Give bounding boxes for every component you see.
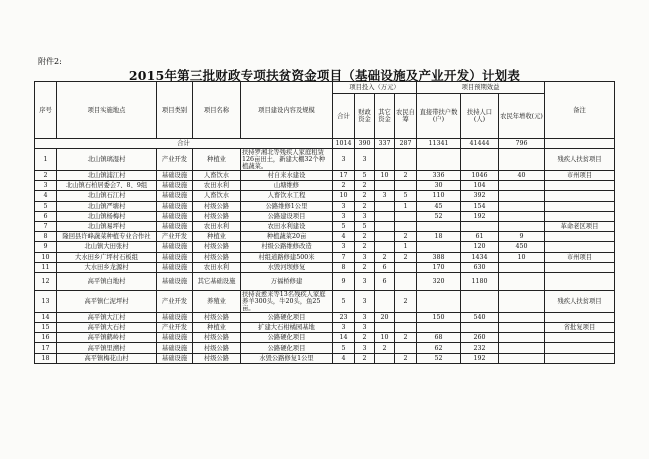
row-remarks (545, 232, 615, 242)
row-category: 基础设施 (157, 262, 193, 272)
row-name: 种植业 (193, 323, 241, 333)
row-inv-farmer: 5 (395, 191, 417, 201)
total-cell: 1014 (333, 139, 355, 149)
row-inv-farmer (395, 272, 417, 290)
row-seq: 2 (35, 171, 57, 181)
row-inv-total: 3 (333, 211, 355, 221)
row-inv-fiscal: 3 (355, 343, 375, 353)
row-households (417, 221, 461, 231)
header-remarks: 备注 (545, 82, 615, 139)
row-inv-farmer: 2 (395, 171, 417, 181)
row-location: 隆回县许峰蔬菜种植专业合作社 (57, 232, 157, 242)
row-inv-farmer (395, 323, 417, 333)
header-benefit-households: 直接带扶户数(户) (417, 94, 461, 139)
row-inv-farmer (395, 149, 417, 171)
row-households: 30 (417, 181, 461, 191)
row-content: 万福桥修建 (241, 272, 333, 290)
page-title: 2015年第三批财政专项扶贫资金项目（基础设施及产业开发）计划表 (128, 68, 521, 83)
row-remarks (545, 272, 615, 290)
row-inv-total: 7 (333, 252, 355, 262)
header-inv-other: 其它资金 (375, 94, 395, 139)
row-inv-fiscal: 5 (355, 171, 375, 181)
row-content: 村组道路修建500米 (241, 252, 333, 262)
row-people: 260 (461, 333, 499, 343)
table-row (35, 262, 615, 272)
row-location: 北山镇石江村 (57, 191, 157, 201)
row-people: 61 (461, 232, 499, 242)
row-category: 基础设施 (157, 272, 193, 290)
row-income (499, 181, 545, 191)
row-households (417, 323, 461, 333)
row-name: 种植业 (193, 232, 241, 242)
row-name: 村级公路 (193, 242, 241, 252)
row-inv-total: 23 (333, 312, 355, 322)
row-households: 45 (417, 201, 461, 211)
header-location: 项目实施地点 (57, 82, 157, 139)
row-inv-fiscal: 2 (355, 191, 375, 201)
row-name: 村级公路 (193, 343, 241, 353)
row-remarks (545, 181, 615, 191)
row-name: 村级公路 (193, 252, 241, 262)
row-category: 基础设施 (157, 312, 193, 322)
row-income (499, 333, 545, 343)
row-inv-total: 3 (333, 323, 355, 333)
row-inv-farmer: 2 (395, 333, 417, 343)
row-location: 北山镇石柏居委会7、8、9组 (57, 181, 157, 191)
row-content: 公路硬化项目 (241, 333, 333, 343)
row-people (461, 323, 499, 333)
header-investment: 项目投入（万元） (333, 82, 417, 94)
row-inv-fiscal: 2 (355, 353, 375, 363)
row-income (499, 353, 545, 363)
row-remarks (545, 312, 615, 322)
total-label: 合计 (35, 139, 333, 149)
row-inv-total: 10 (333, 191, 355, 201)
row-content: 水毁公路修复1公里 (241, 353, 333, 363)
row-inv-total: 3 (333, 149, 355, 171)
row-seq: 7 (35, 221, 57, 231)
header-benefit: 项目预期效益 (417, 82, 545, 94)
row-people: 630 (461, 262, 499, 272)
row-content: 人畜饮水工程 (241, 191, 333, 201)
row-name: 村级公路 (193, 211, 241, 221)
row-name: 人畜饮水 (193, 191, 241, 201)
row-income (499, 149, 545, 171)
row-people: 232 (461, 343, 499, 353)
row-remarks: 残疾人扶贫项目 (545, 149, 615, 171)
row-seq: 4 (35, 191, 57, 201)
row-category: 基础设施 (157, 201, 193, 211)
row-content: 扩建大石柑橘园基地 (241, 323, 333, 333)
row-location: 高平镇大江村 (57, 312, 157, 322)
row-remarks (545, 333, 615, 343)
row-remarks (545, 191, 615, 201)
row-inv-fiscal: 3 (355, 312, 375, 322)
row-content: 农田水利建设 (241, 221, 333, 231)
row-seq: 6 (35, 211, 57, 221)
row-content: 种植蔬菜20亩 (241, 232, 333, 242)
row-remarks (545, 353, 615, 363)
row-inv-other: 2 (375, 343, 395, 353)
row-inv-farmer: 2 (395, 353, 417, 363)
row-remarks (545, 262, 615, 272)
row-inv-farmer: 1 (395, 242, 417, 252)
row-inv-total: 4 (333, 353, 355, 363)
table-row (35, 323, 615, 333)
row-inv-other: 6 (375, 262, 395, 272)
table-row (35, 181, 615, 191)
row-inv-total: 4 (333, 232, 355, 242)
row-name: 村级公路 (193, 333, 241, 343)
row-content: 公路维修1公里 (241, 201, 333, 211)
row-seq: 1 (35, 149, 57, 171)
row-inv-fiscal: 2 (355, 181, 375, 191)
row-inv-fiscal: 2 (355, 262, 375, 272)
row-category: 基础设施 (157, 181, 193, 191)
table-row (35, 312, 615, 322)
row-people: 120 (461, 242, 499, 252)
header-content: 项目建设内容及规模 (241, 82, 333, 139)
row-content: 村自来水建设 (241, 171, 333, 181)
row-inv-farmer (395, 221, 417, 231)
table-row (35, 333, 615, 343)
total-row (35, 139, 615, 149)
row-inv-fiscal: 3 (355, 149, 375, 171)
row-name: 人畜饮水 (193, 171, 241, 181)
row-name: 农田水利 (193, 221, 241, 231)
total-cell: 390 (355, 139, 375, 149)
row-remarks: 革命老区项目 (545, 221, 615, 231)
row-category: 产业开发 (157, 290, 193, 312)
row-income (499, 272, 545, 290)
table-row (35, 149, 615, 171)
header-inv-farmer: 农民自筹 (395, 94, 417, 139)
table-row (35, 290, 615, 312)
row-income (499, 201, 545, 211)
row-inv-total: 9 (333, 272, 355, 290)
row-seq: 17 (35, 343, 57, 353)
row-income (499, 262, 545, 272)
row-inv-farmer: 2 (395, 290, 417, 312)
row-location: 高平镇鹤岭村 (57, 333, 157, 343)
row-inv-fiscal: 2 (355, 242, 375, 252)
header-name: 项目名称 (193, 82, 241, 139)
row-households: 52 (417, 353, 461, 363)
row-category: 基础设施 (157, 191, 193, 201)
row-seq: 18 (35, 353, 57, 363)
row-content: 公路硬化项目 (241, 312, 333, 322)
row-people (461, 221, 499, 231)
row-remarks (545, 343, 615, 353)
row-remarks: 市州项目 (545, 252, 615, 262)
row-people: 1434 (461, 252, 499, 262)
row-seq: 16 (35, 333, 57, 343)
row-inv-farmer: 1 (395, 201, 417, 211)
row-inv-farmer (395, 312, 417, 322)
row-inv-other (375, 353, 395, 363)
row-people: 192 (461, 211, 499, 221)
row-income (499, 211, 545, 221)
row-seq: 13 (35, 290, 57, 312)
total-cell (545, 139, 615, 149)
table-row (35, 252, 615, 262)
row-households: 52 (417, 211, 461, 221)
row-households: 336 (417, 171, 461, 181)
row-income (499, 191, 545, 201)
row-income (499, 323, 545, 333)
row-inv-fiscal: 3 (355, 252, 375, 262)
row-inv-other: 10 (375, 333, 395, 343)
row-name: 村级公路 (193, 201, 241, 211)
attachment-label: 附件2: (38, 57, 62, 66)
row-inv-other: 10 (375, 171, 395, 181)
row-households: 62 (417, 343, 461, 353)
row-inv-other (375, 290, 395, 312)
row-inv-total: 17 (333, 171, 355, 181)
row-inv-other (375, 149, 395, 171)
row-inv-other: 3 (375, 191, 395, 201)
row-location: 北山镇大田张村 (57, 242, 157, 252)
total-cell: 796 (499, 139, 545, 149)
table-row (35, 232, 615, 242)
row-income (499, 312, 545, 322)
row-inv-other (375, 232, 395, 242)
row-inv-other (375, 201, 395, 211)
row-remarks (545, 242, 615, 252)
row-location: 大水田乡龙源村 (57, 262, 157, 272)
row-inv-fiscal: 3 (355, 323, 375, 333)
row-income: 40 (499, 171, 545, 181)
row-content: 村级公路维修改造 (241, 242, 333, 252)
row-content: 水毁河坝修复 (241, 262, 333, 272)
row-inv-farmer (395, 343, 417, 353)
row-category: 产业开发 (157, 149, 193, 171)
table-row (35, 191, 615, 201)
row-category: 基础设施 (157, 171, 193, 181)
table-row (35, 211, 615, 221)
row-content: 扶持罗湘北等残疾人家庭租赁126亩田土，新建大棚32个种植蔬菜。 (241, 149, 333, 171)
row-seq: 5 (35, 201, 57, 211)
row-name: 农田水利 (193, 181, 241, 191)
row-inv-fiscal: 3 (355, 272, 375, 290)
header-inv-total: 合计 (333, 94, 355, 139)
row-people (461, 149, 499, 171)
row-category: 基础设施 (157, 343, 193, 353)
row-inv-total: 2 (333, 181, 355, 191)
row-seq: 14 (35, 312, 57, 322)
row-inv-other: 2 (375, 252, 395, 262)
row-households: 18 (417, 232, 461, 242)
row-households: 170 (417, 262, 461, 272)
table-row (35, 343, 615, 353)
total-cell: 11341 (417, 139, 461, 149)
table-row (35, 221, 615, 231)
row-location: 高平镇仁泥坪村 (57, 290, 157, 312)
row-remarks: 残疾人扶贫项目 (545, 290, 615, 312)
row-inv-farmer: 2 (395, 232, 417, 242)
table-row (35, 272, 615, 290)
row-category: 产业开发 (157, 323, 193, 333)
row-location: 高平镇里溯村 (57, 343, 157, 353)
row-people: 154 (461, 201, 499, 211)
row-people: 192 (461, 353, 499, 363)
row-inv-total: 5 (333, 343, 355, 353)
row-income: 10 (499, 252, 545, 262)
row-inv-fiscal: 3 (355, 211, 375, 221)
row-name: 村级公路 (193, 312, 241, 322)
row-income: 9 (499, 232, 545, 242)
row-content: 公路建设项目 (241, 211, 333, 221)
total-cell: 41444 (461, 139, 499, 149)
row-inv-fiscal: 3 (355, 290, 375, 312)
header-seq: 序号 (35, 82, 57, 139)
row-seq: 8 (35, 232, 57, 242)
row-people: 392 (461, 191, 499, 201)
row-households: 110 (417, 191, 461, 201)
row-inv-fiscal: 5 (355, 221, 375, 231)
table-row (35, 353, 615, 363)
row-inv-other (375, 221, 395, 231)
row-inv-total: 3 (333, 242, 355, 252)
header-inv-fiscal: 财政资金 (355, 94, 375, 139)
row-inv-total: 5 (333, 290, 355, 312)
row-inv-other: 6 (375, 272, 395, 290)
row-inv-total: 5 (333, 221, 355, 231)
row-income (499, 343, 545, 353)
row-households: 150 (417, 312, 461, 322)
row-content: 山塘维修 (241, 181, 333, 191)
row-income (499, 221, 545, 231)
row-remarks (545, 201, 615, 211)
row-content: 扶持袁愈来等13名残疾人家庭养羊300头，牛20头，鱼25亩。 (241, 290, 333, 312)
row-seq: 10 (35, 252, 57, 262)
row-inv-total: 8 (333, 262, 355, 272)
row-people: 104 (461, 181, 499, 191)
row-inv-farmer: 2 (395, 252, 417, 262)
row-inv-other (375, 323, 395, 333)
row-content: 公路硬化项目 (241, 343, 333, 353)
row-location: 北山镇严塘村 (57, 201, 157, 211)
row-households (417, 149, 461, 171)
header-benefit-people: 扶持人口(人) (461, 94, 499, 139)
row-seq: 12 (35, 272, 57, 290)
row-category: 基础设施 (157, 353, 193, 363)
row-people (461, 290, 499, 312)
row-category: 基础设施 (157, 333, 193, 343)
row-inv-fiscal: 2 (355, 232, 375, 242)
row-location: 大水田乡广坪村石板组 (57, 252, 157, 262)
row-inv-farmer (395, 181, 417, 191)
row-inv-other (375, 242, 395, 252)
row-location: 北山镇易坪村 (57, 221, 157, 231)
row-location: 高平镇大石村 (57, 323, 157, 333)
row-category: 基础设施 (157, 252, 193, 262)
row-seq: 15 (35, 323, 57, 333)
row-people: 1046 (461, 171, 499, 181)
table-row (35, 201, 615, 211)
row-name: 种植业 (193, 149, 241, 171)
row-inv-other (375, 181, 395, 191)
row-income: 450 (499, 242, 545, 252)
row-inv-fiscal: 2 (355, 333, 375, 343)
total-cell: 337 (375, 139, 395, 149)
row-category: 基础设施 (157, 242, 193, 252)
total-cell: 287 (395, 139, 417, 149)
row-location: 高平镇梅花山村 (57, 353, 157, 363)
row-households: 388 (417, 252, 461, 262)
row-category: 基础设施 (157, 221, 193, 231)
row-households (417, 242, 461, 252)
plan-table (34, 81, 615, 364)
row-name: 其它基础设施 (193, 272, 241, 290)
row-category: 基础设施 (157, 211, 193, 221)
row-people: 540 (461, 312, 499, 322)
row-inv-farmer (395, 262, 417, 272)
row-location: 北山镇璃湿村 (57, 149, 157, 171)
row-name: 村级公路 (193, 353, 241, 363)
row-households: 68 (417, 333, 461, 343)
table-row (35, 171, 615, 181)
row-location: 北山镇浦江村 (57, 171, 157, 181)
row-seq: 3 (35, 181, 57, 191)
header-benefit-income: 农民年增收(元) (499, 94, 545, 139)
table-row (35, 242, 615, 252)
row-location: 高平镇白地村 (57, 272, 157, 290)
row-income (499, 290, 545, 312)
row-inv-fiscal: 2 (355, 201, 375, 211)
row-seq: 9 (35, 242, 57, 252)
row-households (417, 290, 461, 312)
row-inv-farmer (395, 211, 417, 221)
row-inv-other (375, 211, 395, 221)
row-households: 320 (417, 272, 461, 290)
header-category: 项目类别 (157, 82, 193, 139)
row-inv-other: 20 (375, 312, 395, 322)
row-remarks: 市州项目 (545, 171, 615, 181)
row-seq: 11 (35, 262, 57, 272)
row-remarks (545, 211, 615, 221)
row-inv-total: 3 (333, 201, 355, 211)
row-name: 农田水利 (193, 262, 241, 272)
row-location: 北山镇杨梅村 (57, 211, 157, 221)
row-remarks: 省批复项目 (545, 323, 615, 333)
row-category: 产业开发 (157, 232, 193, 242)
row-inv-total: 14 (333, 333, 355, 343)
row-name: 养殖业 (193, 290, 241, 312)
row-people: 1180 (461, 272, 499, 290)
